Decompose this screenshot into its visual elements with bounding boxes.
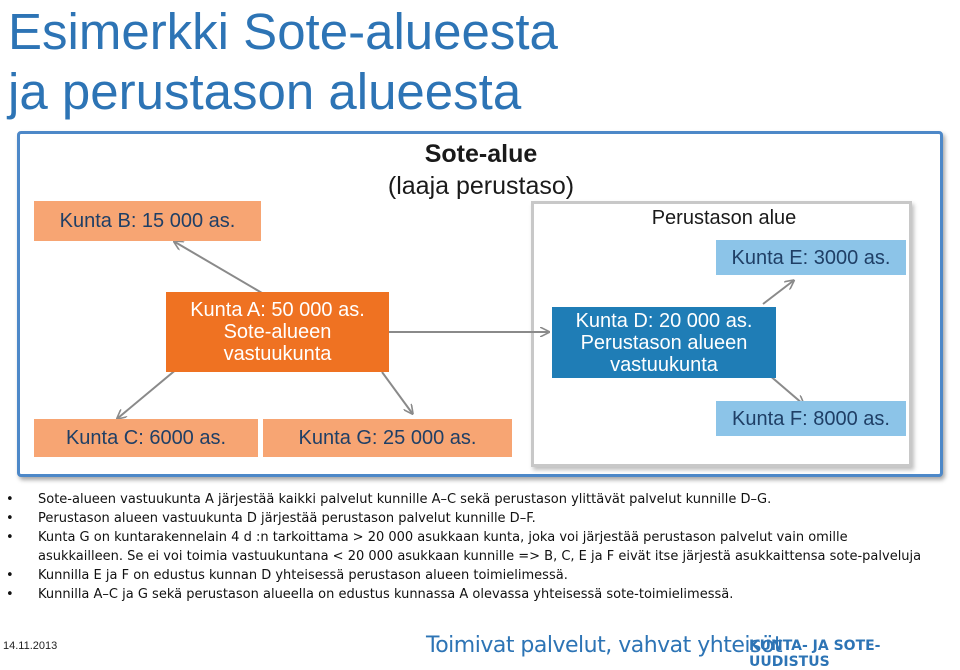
- bullet-text: Kunnilla A–C ja G sekä perustason alueella on edustus kunnassa A olevassa yhteisessä sote-toimielimessä.: [38, 587, 734, 602]
- municipality-b: [34, 201, 261, 241]
- arrow-a-to-b: [175, 242, 262, 293]
- title-line-1: Esimerkki Sote-alueesta: [8, 3, 558, 60]
- bullet-text: Kunta G on kuntarakennelain 4 d :n tarkoittama > 20 000 asukkaan kunta, joka voi järjestää perustason palvelut vain omille: [38, 530, 848, 545]
- title-line-2: ja perustason alueesta: [8, 63, 522, 120]
- sote-area-title-main: Sote-alue: [424, 140, 538, 168]
- footer-program-name: KUNTA- JA SOTE-UUDISTUS: [749, 638, 881, 670]
- bullet-icon: •: [6, 587, 14, 602]
- list-item: [0, 566, 960, 585]
- bullet-text: Perustason alueen vastuukunta D järjestää perustason palvelut kunnille D–F.: [38, 511, 536, 526]
- explanation-list: [0, 490, 960, 604]
- basic-area-title: Perustason alue: [651, 207, 797, 229]
- municipality-b-label: Kunta B: 15 000 as.: [59, 210, 236, 232]
- list-item: [0, 528, 960, 566]
- municipality-e: [716, 240, 906, 275]
- bullet-text: Kunnilla E ja F on edustus kunnan D yhteisessä perustason alueen toimielimessä.: [38, 568, 568, 583]
- arrow-d-to-e: [763, 281, 793, 304]
- list-item: [0, 585, 960, 604]
- municipality-e-label: Kunta E: 3000 as.: [731, 246, 891, 269]
- arrow-d-to-f: [768, 374, 803, 404]
- bullet-text: Sote-alueen vastuukunta A järjestää kaikki palvelut kunnille A–C sekä perustason ylittävät palvelut kunnille D–G.: [38, 492, 772, 507]
- bullet-icon: •: [6, 530, 14, 545]
- footer-slogan: Toimivat palvelut, vahvat yhteisöt: [426, 633, 783, 658]
- municipality-c: [34, 419, 258, 457]
- arrow-a-to-g: [382, 372, 412, 413]
- municipality-d-role-2: vastuukunta: [610, 353, 718, 376]
- municipality-a-label: Kunta A: 50 000 as.: [190, 299, 365, 321]
- bullet-icon: •: [6, 511, 14, 526]
- municipality-g: [263, 419, 512, 457]
- municipality-a-role-2: vastuukunta: [223, 343, 332, 365]
- bullet-icon: •: [6, 568, 14, 583]
- municipality-d: [552, 307, 776, 378]
- municipality-a-role-1: Sote-alueen: [223, 321, 332, 343]
- bullet-text-continued: asukkailleen. Se ei voi toimia vastuukuntana < 20 000 asukkaan kunnille => B, C, E ja F eivät itse järjestä asukkaittensa sote-palveluja: [38, 549, 922, 564]
- municipality-g-label: Kunta G: 25 000 as.: [298, 427, 477, 449]
- municipality-c-label: Kunta C: 6000 as.: [65, 427, 227, 449]
- municipality-f: [716, 401, 906, 436]
- municipality-d-label: Kunta D: 20 000 as.: [575, 309, 753, 332]
- sote-area-subtitle: (laaja perustaso): [387, 172, 575, 200]
- municipality-a: [166, 292, 389, 372]
- list-item: [0, 490, 960, 509]
- municipality-d-role-1: Perustason alueen: [580, 331, 748, 354]
- list-item: [0, 509, 960, 528]
- arrow-a-to-c: [118, 368, 178, 418]
- footer-date: 14.11.2013: [3, 640, 58, 652]
- bullet-icon: •: [6, 492, 14, 507]
- municipality-f-label: Kunta F: 8000 as.: [732, 407, 890, 430]
